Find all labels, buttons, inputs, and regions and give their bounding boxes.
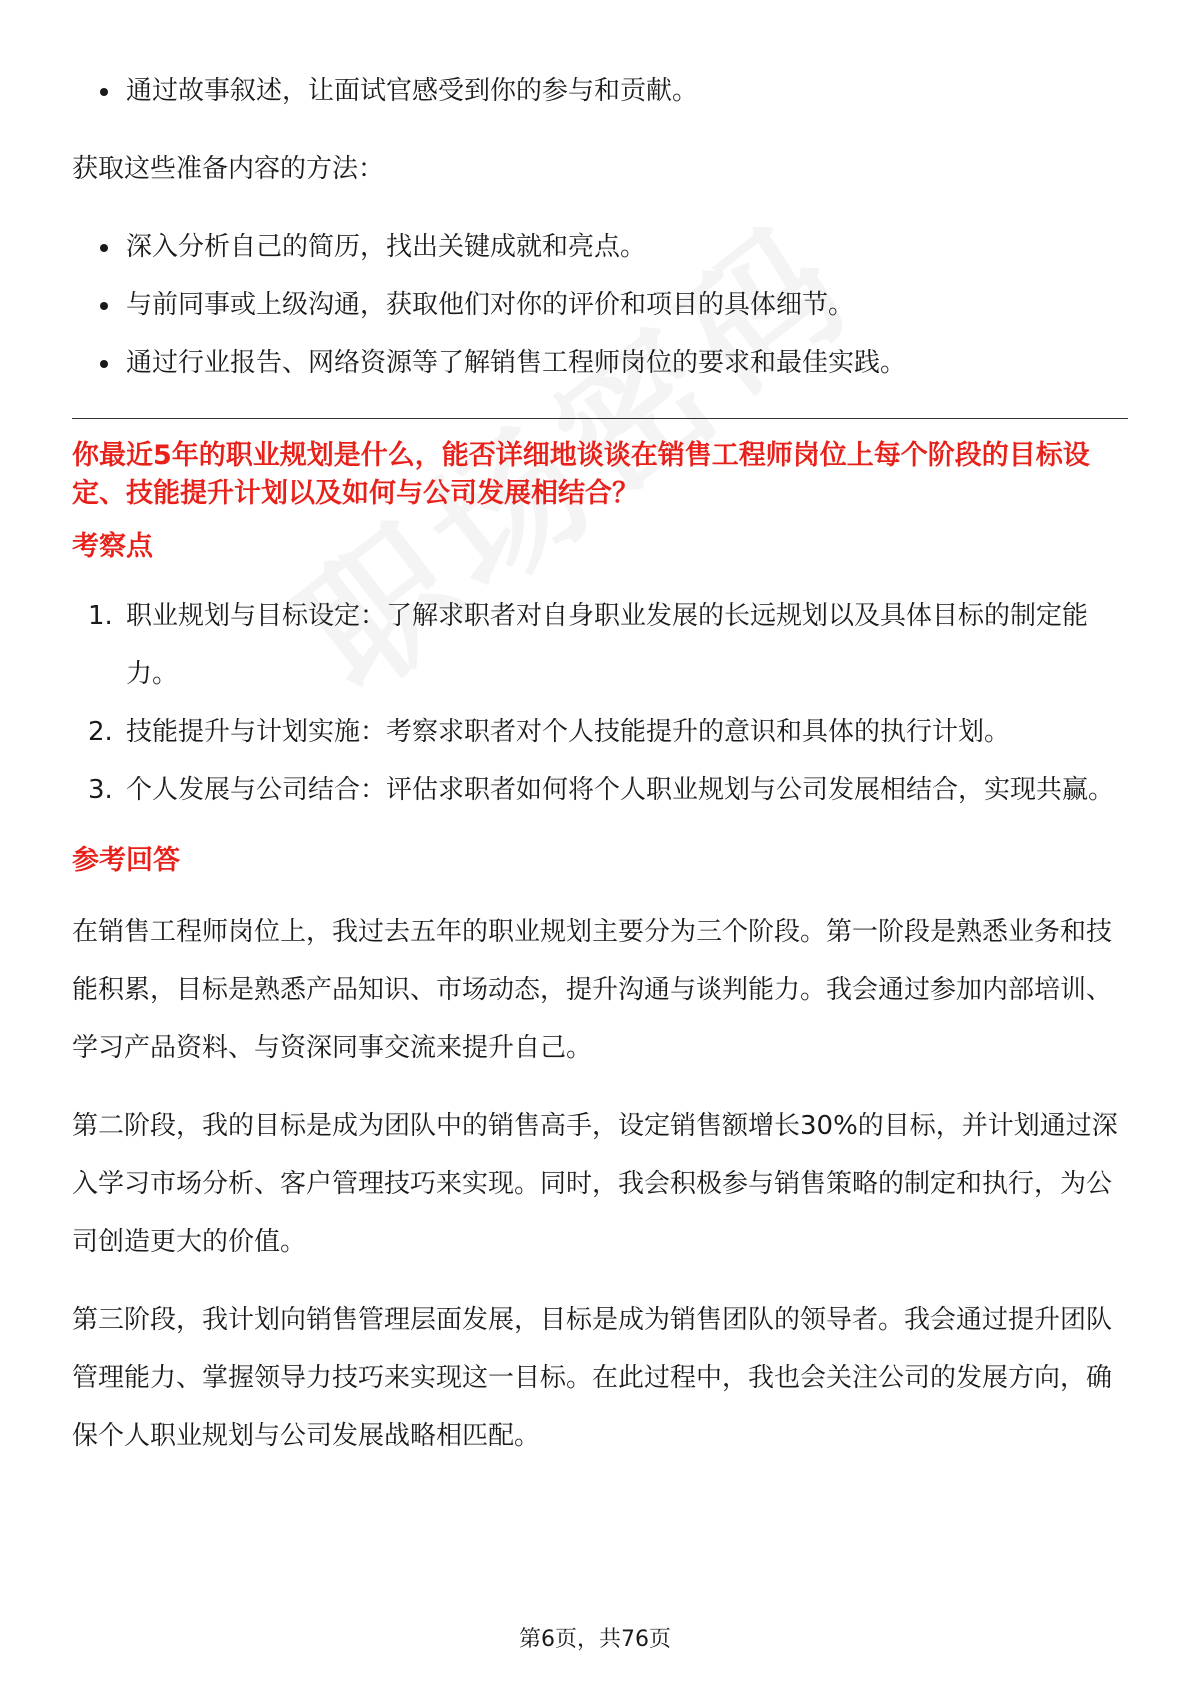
- method-bullet-list: [72, 218, 1128, 392]
- answer-paragraph: 第二阶段，我的目标是成为团队中的销售高手，设定销售额增长30%的目标，并计划通过深入学习市场分析、客户管理技巧来实现。同时，我会积极参与销售策略的制定和执行，为公司创造更大的价值。: [72, 1111, 1118, 1257]
- list-number: 2.: [88, 717, 113, 747]
- list-item-text: 技能提升与计划实施：考察求职者对个人技能提升的意识和具体的执行计划。: [126, 717, 1011, 747]
- intro-bullet-list: [72, 62, 1128, 120]
- list-item: 深入分析自己的简历，找出关键成就和亮点。: [72, 218, 1128, 276]
- list-item: [72, 761, 1128, 819]
- exam-heading: 考察点: [72, 531, 153, 562]
- list-item: [72, 587, 1128, 703]
- page-content: [72, 62, 1128, 1465]
- list-item: 通过故事叙述，让面试官感受到你的参与和贡献。: [72, 62, 1128, 120]
- list-item: 与前同事或上级沟通，获取他们对你的评价和项目的具体细节。: [72, 276, 1128, 334]
- list-item-text: 个人发展与公司结合：评估求职者如何将个人职业规划与公司发展相结合，实现共赢。: [126, 775, 1115, 805]
- list-item: [72, 703, 1128, 761]
- list-number: 3.: [88, 775, 113, 805]
- page-footer: 第6页，共76页: [519, 1627, 671, 1652]
- list-item-text: 职业规划与目标设定：了解求职者对自身职业发展的长远规划以及具体目标的制定能力。: [126, 601, 1089, 689]
- list-number: 1.: [88, 601, 113, 631]
- list-item: 通过行业报告、网络资源等了解销售工程师岗位的要求和最佳实践。: [72, 334, 1128, 392]
- exam-point-list: [72, 587, 1128, 819]
- answer-paragraph: 第三阶段，我计划向销售管理层面发展，目标是成为销售团队的领导者。我会通过提升团队管理能力、掌握领导力技巧来实现这一目标。在此过程中，我也会关注公司的发展方向，确保个人职业规划与公司发展战略相匹配。: [72, 1305, 1113, 1451]
- answer-heading: 参考回答: [72, 845, 180, 876]
- method-heading: 获取这些准备内容的方法：: [72, 154, 385, 184]
- answer-paragraph: 在销售工程师岗位上，我过去五年的职业规划主要分为三个阶段。第一阶段是熟悉业务和技能积累，目标是熟悉产品知识、市场动态，提升沟通与谈判能力。我会通过参加内部培训、学习产品资料、与资深同事交流来提升自己。: [72, 917, 1113, 1063]
- section-divider: [72, 418, 1128, 419]
- question-title: 你最近5年的职业规划是什么，能否详细地谈谈在销售工程师岗位上每个阶段的目标设定、技能提升计划以及如何与公司发展相结合？: [72, 440, 1090, 509]
